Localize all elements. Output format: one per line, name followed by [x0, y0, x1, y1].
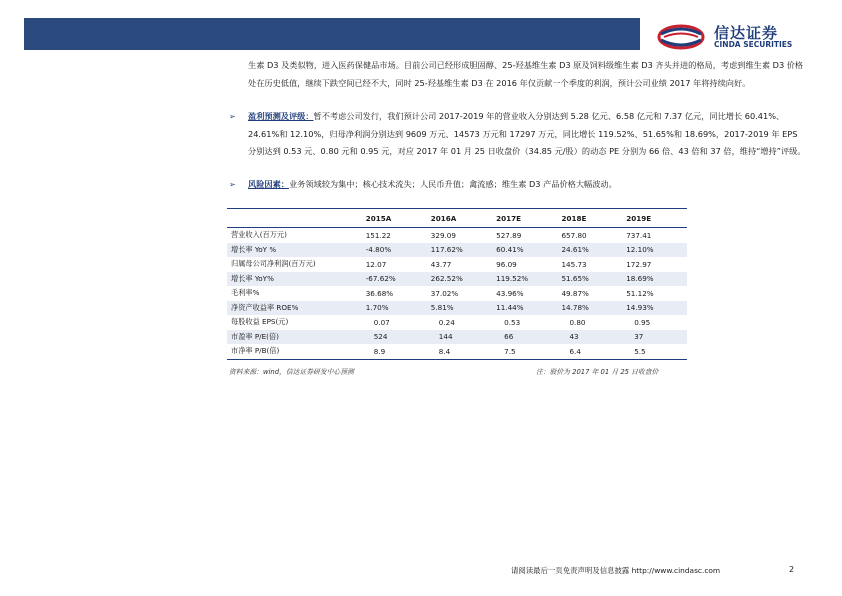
row-label: 净资产收益率 ROE% — [227, 301, 362, 316]
risk-text: 业务领域较为集中；核心技术流失；人民币升值；禽流感；维生素 D3 产品价格大幅波动。 — [288, 179, 617, 189]
table-cell: 119.52% — [492, 272, 557, 287]
row-label: 增长率 YoY % — [227, 243, 362, 258]
table-cell: 11.44% — [492, 301, 557, 316]
bullet-arrow-icon: ➢ — [229, 180, 236, 189]
table-cell: 8.4 — [427, 344, 492, 359]
table-row — [227, 315, 687, 330]
footer-disclaimer: 请阅读最后一页免责声明及信息披露 http://www.cindasc.com — [511, 566, 721, 575]
table-cell: 5.5 — [622, 344, 687, 359]
risk-paragraph — [248, 176, 808, 194]
row-label: 归属母公司净利润(百万元) — [231, 259, 316, 269]
table-cell: 1.70% — [362, 301, 427, 316]
table-cell: 527.89 — [496, 230, 522, 240]
financial-forecast-table — [227, 208, 687, 360]
forecast-paragraph — [248, 108, 808, 161]
table-cell: 43.77 — [430, 259, 452, 269]
table-cell: 18.69% — [622, 272, 687, 287]
table-cell: -4.80% — [362, 243, 427, 258]
intro-paragraph: 生素 D3 及类似物，进入医药保健品市场。目前公司已经形成胆固醇、25-羟基维生素 D3 原及饲料级维生素 D3 齐头并进的格局，考虑到维生素 D3 价格处在历史低值，继续下跌空间已经不大，同时 25-羟基维生素 D3 在 2016 年仅贡献一个季度的利润，预计公司业绩 2017 年将持续向好。 — [248, 60, 804, 88]
table-header-row — [227, 209, 687, 228]
table-cell: 49.87% — [561, 288, 589, 298]
table-header-cell: 2018E — [557, 209, 622, 228]
table-cell: 43.96% — [496, 288, 524, 298]
table-cell: 262.52% — [427, 272, 492, 287]
table-cell: -67.62% — [362, 272, 427, 287]
page-number: 2 — [789, 565, 795, 574]
table-row — [227, 330, 687, 345]
table-cell: 6.4 — [557, 344, 622, 359]
table-cell: 0.53 — [504, 317, 521, 327]
table-cell: 66 — [492, 330, 557, 345]
table-cell: 329.09 — [430, 230, 456, 240]
table-source-note: 资料来源：wind，信达证券研发中心预测 — [229, 368, 354, 376]
table-cell: 12.10% — [622, 243, 687, 258]
table-cell: 60.41% — [492, 243, 557, 258]
table-cell: 96.09 — [496, 259, 517, 269]
table-cell: 51.65% — [557, 272, 622, 287]
table-cell: 524 — [362, 330, 427, 345]
table-cell: 145.73 — [561, 259, 587, 269]
table-header-cell: 2015A — [362, 209, 427, 228]
company-logo — [656, 20, 816, 54]
table-row — [227, 243, 687, 258]
table-cell: 117.62% — [427, 243, 492, 258]
table-cell: 0.24 — [438, 317, 455, 327]
table-row — [227, 257, 687, 272]
row-label: 市净率 P/B(倍) — [227, 344, 362, 359]
table-cell: 8.9 — [362, 344, 427, 359]
row-label: 营业收入(百万元) — [231, 230, 287, 240]
table-cell: 172.97 — [626, 259, 652, 269]
row-label: 毛利率% — [231, 288, 260, 298]
table-cell: 14.93% — [622, 301, 687, 316]
table-cell: 5.81% — [427, 301, 492, 316]
table-cell: 151.22 — [365, 230, 391, 240]
table-cell: 37 — [622, 330, 687, 345]
risk-heading: 风险因素： — [248, 179, 289, 189]
price-date-note: 注：股价为 2017 年 01 月 25 日收盘价 — [536, 368, 659, 376]
table-header-cell: 2016A — [427, 209, 492, 228]
table-cell: 24.61% — [557, 243, 622, 258]
table-cell: 12.07 — [365, 259, 387, 269]
forecast-text: 暂不考虑公司发行，我们预计公司 2017-2019 年的营业收入分别达到 5.28 亿元、6.58 亿元和 7.37 亿元，同比增长 60.41%、24.61%和 12.10%，归母净利润分别达到 9609 万元、14573 万元和 17297 万元，同比增长 119.52%、51.65%和 18.69%，2017-2019 年 EPS 分别达到 0.53 元、0.80 元和 0.95 元，对应 2017 年 01 月 25 日收盘价（34.85 元/股）的动态 PE 分别为 66 倍、43 倍和 37 倍，维持“增持”评级。 — [248, 111, 806, 156]
table-cell: 14.78% — [557, 301, 622, 316]
table-header-cell: 2017E — [492, 209, 557, 228]
table-cell: 7.5 — [492, 344, 557, 359]
table-cell: 0.80 — [569, 317, 586, 327]
table-cell: 0.07 — [373, 317, 390, 327]
bullet-arrow-icon: ➢ — [229, 112, 236, 121]
table-row — [227, 301, 687, 316]
row-label: 每股收益 EPS(元) — [231, 317, 289, 327]
table-cell: 737.41 — [626, 230, 652, 240]
forecast-heading: 盈利预测及评级： — [248, 111, 314, 121]
table-header-cell: 2019E — [622, 209, 687, 228]
table-row — [227, 286, 687, 301]
table-cell: 43 — [557, 330, 622, 345]
row-label: 增长率 YoY% — [227, 272, 362, 287]
table-cell: 51.12% — [626, 288, 654, 298]
table-cell: 657.80 — [561, 230, 587, 240]
logo-chinese-name: 信达证券 — [714, 24, 779, 42]
header-bar — [24, 18, 640, 50]
table-row — [227, 344, 687, 359]
logo-english-name: CINDA SECURITIES — [714, 40, 793, 49]
table-row — [227, 228, 687, 243]
table-cell: 36.68% — [365, 288, 394, 298]
table-row — [227, 272, 687, 287]
table-header-cell — [227, 209, 362, 228]
table-cell: 0.95 — [634, 317, 651, 327]
table-cell: 144 — [427, 330, 492, 345]
cinda-logo-icon — [656, 22, 706, 52]
table-cell: 37.02% — [430, 288, 459, 298]
row-label: 市盈率 P/E(倍) — [227, 330, 362, 345]
